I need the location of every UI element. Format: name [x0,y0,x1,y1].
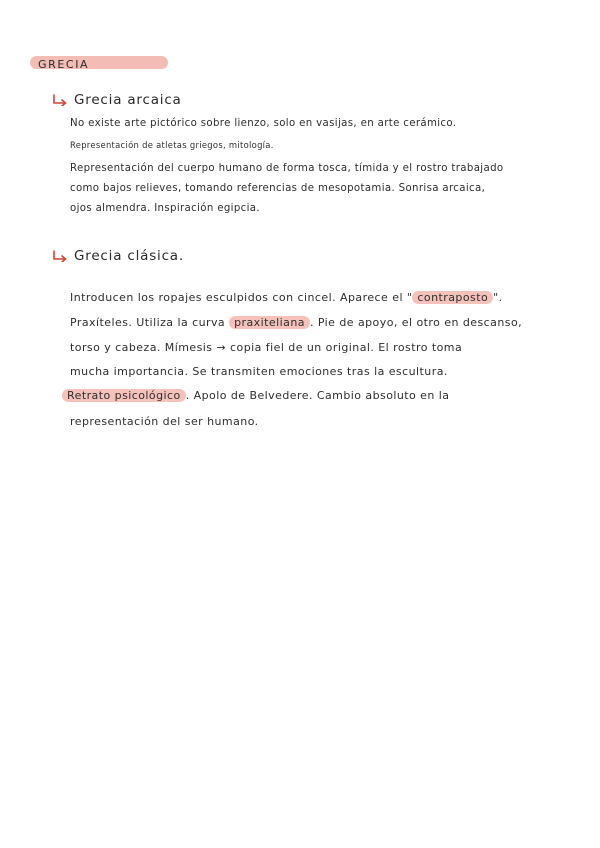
text-line [70,290,503,306]
arrow-icon [52,94,68,106]
text-segment: Praxíteles. Utiliza la curva [70,316,230,329]
text-line: Representación del cuerpo humano de forma tosca, tímida y el rostro trabajado [70,163,504,174]
text-line: mucha importancia. Se transmiten emociones tras la escultura. [70,365,448,378]
text-line: torso y cabeza. Mímesis → copia fiel de un original. El rostro toma [70,341,463,354]
highlight-term: praxiteliana [229,316,310,329]
arrow-icon [52,250,68,262]
text-segment: ". [493,291,503,304]
text-line [62,388,449,404]
title-block [30,53,89,74]
text-line: Representación de atletas griegos, mitología. [70,140,274,150]
highlight-term: contraposto [412,291,493,304]
section-title: Grecia clásica. [74,248,184,264]
text-line [70,315,522,331]
text-line: No existe arte pictórico sobre lienzo, solo en vasijas, en arte cerámico. [70,118,457,129]
text-line: como bajos relieves, tomando referencias de mesopotamia. Sonrisa arcaica, [70,183,486,194]
text-segment: Introducen los ropajes esculpidos con cincel. Aparece el " [70,291,413,304]
text-line: ojos almendra. Inspiración egipcia. [70,203,260,214]
text-segment: . Apolo de Belvedere. Cambio absoluto en la [185,389,450,402]
text-segment: . Pie de apoyo, el otro en descanso, [309,316,523,329]
page-title: GRECIA [38,58,90,71]
text-line: representación del ser humano. [70,415,259,428]
highlight-term: Retrato psicológico [62,389,186,402]
section-heading-clasica [52,248,184,264]
section-title: Grecia arcaica [74,92,182,108]
section-heading-arcaica [52,92,182,108]
